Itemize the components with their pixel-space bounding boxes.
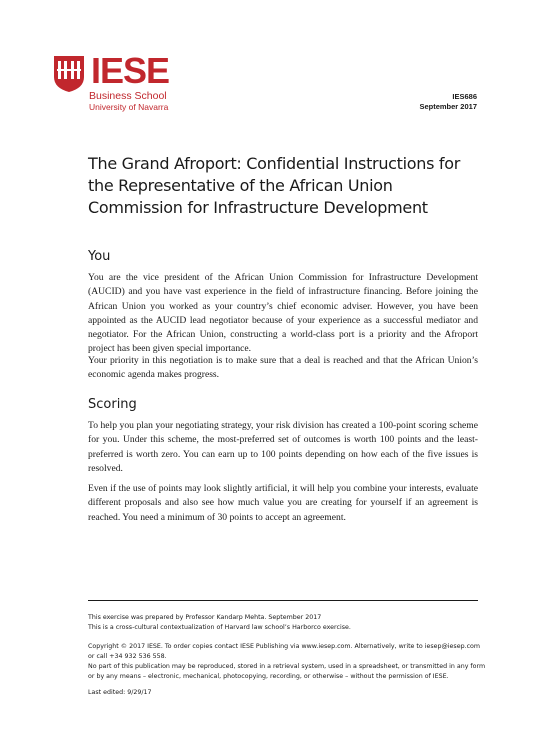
logo-university-name: University of Navarra: [89, 102, 169, 112]
logo-school-name: Business School: [89, 90, 167, 102]
logo-wordmark: IESE: [91, 50, 170, 91]
footer-copyright-line-2: or call +34 932 536 558.: [88, 653, 167, 660]
paragraph-scoring-2: Even if the use of points may look slightly artificial, it will help you combine your interests, evaluate different proposals and also see how much value you are creating for yourself if an agreement is reached. You need a minimum of 30 points to accept an agreement.: [88, 483, 478, 523]
iese-crest-icon: [53, 55, 85, 93]
footer-rights-line-2: or by any means – electronic, mechanical, photocopying, recording, or otherwise – without the permission of IESE.: [88, 673, 449, 680]
document-date: September 2017: [419, 102, 477, 112]
section-heading-scoring: Scoring: [88, 397, 137, 412]
iese-logo: [53, 50, 170, 115]
footer-divider: [88, 600, 478, 601]
footer-last-edited: Last edited: 9/29/17: [88, 689, 152, 696]
footer-copyright-line-1: Copyright © 2017 IESE. To order copies contact IESE Publishing via www.iesep.com. Alternatively, write to iesep@iesep.com: [88, 643, 481, 650]
document-code: IES686: [452, 92, 477, 101]
section-heading-you: You: [88, 249, 111, 264]
paragraph-you-2: Your priority in this negotiation is to make sure that a deal is reached and that the African Union’s economic agenda makes progress.: [88, 355, 478, 381]
document-meta: [419, 92, 477, 112]
footer-adaptation-note: This is a cross-cultural contextualization of Harvard law school’s Harborco exercise.: [88, 624, 351, 631]
document-title: The Grand Afroport: Confidential Instructions for the Representative of the African Union Commission for Infrastructure Development: [88, 154, 461, 217]
paragraph-scoring-1: To help you plan your negotiating strategy, your risk division has created a 100-point scoring scheme for you. Under this scheme, the most-preferred set of outcomes is worth 100 points and the least-preferred is worth zero. You can earn up to 100 points depending on how each of the five issues is resolved.: [88, 420, 478, 474]
paragraph-you-1: You are the vice president of the African Union Commission for Infrastructure Development (AUCID) and you have vast experience in the field of infrastructure financing. Before joining the African Union you worked as your country’s chief economic adviser. However, you have been appointed as the AUCID lead negotiator because of your experience as a successful mediator and negotiator. For the African Union, constructing a world-class port is a priority and the Afroport project has been given special importance.: [88, 272, 478, 355]
footer-rights-line-1: No part of this publication may be reproduced, stored in a retrieval system, used in a spreadsheet, or transmitted in any form: [88, 663, 486, 670]
footer-prepared-by: This exercise was prepared by Professor Kandarp Mehta. September 2017: [88, 614, 322, 621]
